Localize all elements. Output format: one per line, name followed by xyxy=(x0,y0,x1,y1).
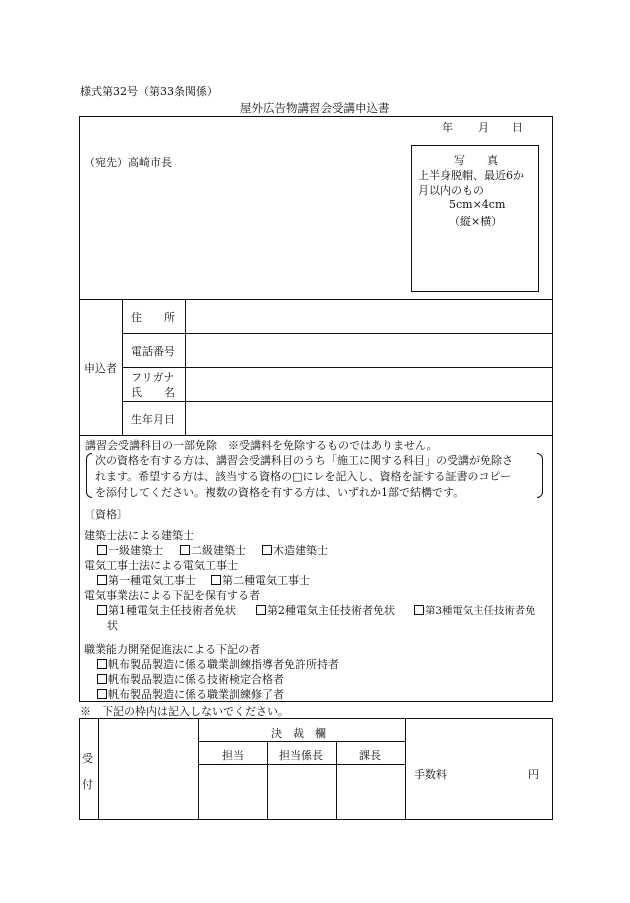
page-title: 屋外広告物講習会受講申込書 xyxy=(240,101,390,115)
date-day[interactable]: 日 xyxy=(512,121,523,134)
address-label: 住 所 xyxy=(131,311,175,324)
photo-title: 写 真 xyxy=(454,154,498,167)
group-electrician-title: 電気工事士法による電気工事士 xyxy=(84,559,238,572)
checkbox-canvas-instructor-license[interactable]: 帆布製品製造に係る職業訓練指導者免許所持者 xyxy=(97,656,339,672)
applicant-top-line xyxy=(79,299,553,300)
checkbox-square-icon xyxy=(414,605,424,615)
form-number: 様式第32号（第33条関係） xyxy=(80,85,218,98)
name-label: 氏 名 xyxy=(131,386,175,399)
group-vocational-title: 職業能力開発促進法による下記の者 xyxy=(84,643,260,656)
exemption-note-line2: れます。希望する方は、該当する資格の□にレを記入し、資格を証する証書のコピー xyxy=(95,470,512,483)
chief-engineer-3-wrap: 状 xyxy=(107,619,118,632)
office-decision-line-1 xyxy=(198,741,405,742)
checkbox-canvas-skill-test[interactable]: 帆布製品製造に係る技術検定合格者 xyxy=(97,671,284,687)
checkbox-square-icon xyxy=(97,545,107,555)
applicant-label: 申込者 xyxy=(84,362,117,375)
birth-input[interactable] xyxy=(190,406,550,432)
group-architect-title: 建築士法による建築士 xyxy=(84,529,194,542)
checkbox-first-class-electrician[interactable]: 第一種電気工事士 xyxy=(97,572,196,588)
photo-line2: 月以内のもの xyxy=(418,184,484,197)
office-use-note: ※ 下記の枠内は記入しないでください。 xyxy=(80,705,289,718)
receipt-label-top: 受 xyxy=(82,752,93,765)
address-input[interactable] xyxy=(190,304,550,330)
decision-column-title: 決 裁 欄 xyxy=(271,727,326,740)
fee-unit: 円 xyxy=(528,768,539,781)
exemption-heading: 講習会受講科目の一部免除 ※受講料を免除するものではありません。 xyxy=(85,439,438,452)
photo-line1: 上半身脱帽、最近6か xyxy=(418,169,524,182)
group-chief-engineer-title: 電気事業法による下記を保有する者 xyxy=(84,589,260,602)
note-bracket-right xyxy=(537,453,543,498)
office-col-divider-1 xyxy=(267,741,268,820)
furigana-label: フリガナ xyxy=(131,371,175,384)
phone-label: 電話番号 xyxy=(131,345,175,358)
photo-size: 5cm×4cm xyxy=(449,198,506,211)
applicant-row-line-1 xyxy=(122,333,553,334)
checkbox-second-class-architect[interactable]: 二級建築士 xyxy=(180,542,246,558)
office-divider-decision-right xyxy=(405,718,406,820)
decision-col-chief: 担当係長 xyxy=(279,749,323,762)
date-year[interactable]: 年 xyxy=(442,121,453,134)
checkbox-square-icon xyxy=(97,689,107,699)
office-divider-decision-left xyxy=(198,718,199,820)
date-month[interactable]: 月 xyxy=(478,121,489,134)
office-divider-receipt xyxy=(98,718,99,820)
applicant-row-line-2 xyxy=(122,367,553,368)
checkbox-first-class-architect[interactable]: 一級建築士 xyxy=(97,542,163,558)
checkbox-wooden-architect[interactable]: 木造建築士 xyxy=(262,542,328,558)
receipt-label-bottom: 付 xyxy=(82,778,93,791)
applicant-bottom-line xyxy=(79,435,553,436)
note-bracket-left xyxy=(86,453,92,498)
phone-input[interactable] xyxy=(190,338,550,364)
office-decision-line-2 xyxy=(198,764,405,765)
checkbox-square-icon xyxy=(97,605,107,615)
checkbox-chief-engineer-2[interactable]: 第2種電気主任技術者免状 xyxy=(256,602,395,618)
checkbox-square-icon xyxy=(97,575,107,585)
exemption-note-line3: を添付してください。複数の資格を有する方は、いずれか1部で結構です。 xyxy=(95,486,465,499)
checkbox-canvas-training-completed[interactable]: 帆布製品製造に係る職業訓練修了者 xyxy=(97,686,284,702)
checkbox-second-class-electrician[interactable]: 第二種電気工事士 xyxy=(211,572,310,588)
qualification-heading: 〔資格〕 xyxy=(84,508,128,521)
applicant-row-line-3 xyxy=(122,401,553,402)
checkbox-square-icon xyxy=(256,605,266,615)
name-input[interactable] xyxy=(190,372,550,398)
photo-orientation: （縦×横） xyxy=(449,215,503,228)
office-col-divider-2 xyxy=(336,741,337,820)
checkbox-square-icon xyxy=(97,674,107,684)
fee-label: 手数料 xyxy=(414,768,447,781)
checkbox-square-icon xyxy=(180,545,190,555)
decision-col-staff: 担当 xyxy=(222,749,244,762)
checkbox-chief-engineer-3[interactable]: 第3種電気主任技術者免 xyxy=(414,602,536,617)
checkbox-chief-engineer-1[interactable]: 第1種電気主任技術者免状 xyxy=(97,602,236,618)
decision-col-manager: 課長 xyxy=(359,749,381,762)
checkbox-square-icon xyxy=(211,575,221,585)
checkbox-square-icon xyxy=(262,545,272,555)
birth-label: 生年月日 xyxy=(131,413,175,426)
exemption-note-line1: 次の資格を有する方は、講習会受講科目のうち「施工に関する科目」の受講が免除さ xyxy=(95,454,513,467)
addressee: （宛先）高崎市長 xyxy=(84,156,172,169)
checkbox-square-icon xyxy=(97,659,107,669)
